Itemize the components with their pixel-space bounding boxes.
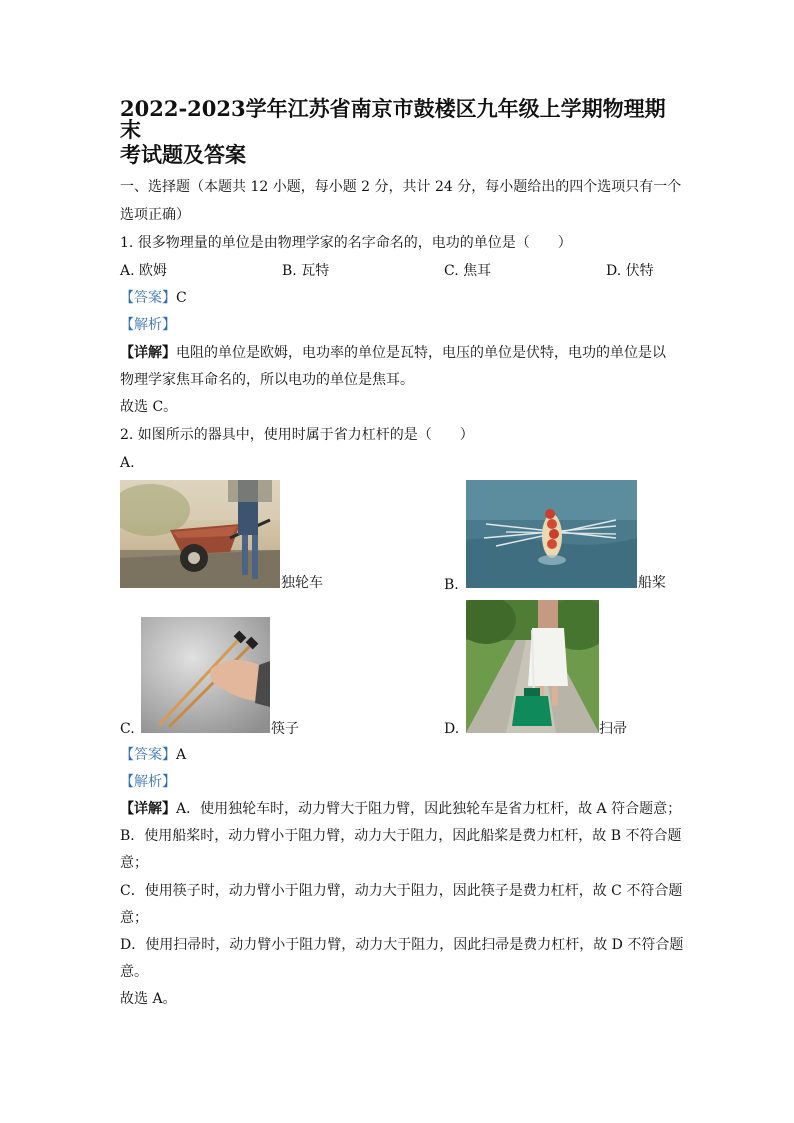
q2-answer-tag: 【答案】 bbox=[120, 747, 176, 763]
q1-analysis-tag: 【解析】 bbox=[120, 317, 176, 333]
q2-answer-line bbox=[120, 748, 186, 762]
q2-detail-line5: 意； bbox=[120, 910, 148, 926]
q2-analysis-tag: 【解析】 bbox=[120, 774, 176, 790]
q2-detail-line6: D．使用扫帚时，动力臂小于阻力臂，动力大于阻力，因此扫帚是费力杠杆，故 D 不符合题 bbox=[120, 937, 684, 953]
q1-detail-line1 bbox=[120, 346, 666, 360]
section-heading-line2: 选项正确） bbox=[120, 207, 190, 223]
q1-answer-line bbox=[120, 291, 187, 305]
q1-option-b: B. 瓦特 bbox=[282, 263, 330, 279]
q2-option-c-letter: C. bbox=[120, 721, 135, 737]
q2-answer-value: A bbox=[176, 747, 187, 763]
q1-option-a: A. 欧姆 bbox=[120, 263, 168, 279]
q2-detail-tag: 【详解】 bbox=[120, 801, 176, 817]
q2-option-b-letter: B. bbox=[444, 577, 459, 593]
q2-detail-line1 bbox=[120, 802, 681, 816]
chopsticks-image bbox=[141, 617, 270, 733]
wheelbarrow-image bbox=[120, 480, 280, 588]
q1-answer-value: C bbox=[176, 290, 187, 306]
rowing-boat-image bbox=[466, 480, 637, 588]
q2-option-d-caption: 扫帚 bbox=[599, 721, 627, 737]
q1-stem: 1. 很多物理量的单位是由物理学家的名字命名的，电功的单位是（ ） bbox=[120, 235, 572, 251]
q2-detail-line2: B．使用船桨时，动力臂小于阻力臂，动力大于阻力，因此船桨是费力杠杆，故 B 不符合题 bbox=[120, 828, 682, 844]
q1-option-c: C. 焦耳 bbox=[444, 263, 492, 279]
q2-detail-line7: 意。 bbox=[120, 964, 148, 980]
q1-detail-text: 电阻的单位是欧姆，电功率的单位是瓦特，电压的单位是伏特，电功的单位是以 bbox=[176, 345, 666, 361]
q1-conclusion: 故选 C。 bbox=[120, 399, 178, 415]
q2-option-d-letter: D. bbox=[444, 721, 460, 737]
section-heading-line1: 一、选择题（本题共 12 小题，每小题 2 分，共计 24 分，每小题给出的四个选项只有一个 bbox=[120, 179, 682, 195]
q1-answer-tag: 【答案】 bbox=[120, 290, 176, 306]
q2-detail-line4: C．使用筷子时，动力臂小于阻力臂，动力大于阻力，因此筷子是费力杠杆，故 C 不符合题 bbox=[120, 883, 683, 899]
q2-detail-text: A．使用独轮车时，动力臂大于阻力臂，因此独轮车是省力杠杆，故 A 符合题意； bbox=[176, 801, 682, 817]
q2-option-c-caption: 筷子 bbox=[271, 721, 299, 737]
q2-option-b-caption: 船桨 bbox=[638, 575, 666, 591]
q2-option-a-caption: 独轮车 bbox=[281, 575, 323, 591]
broom-image bbox=[466, 600, 599, 733]
q2-conclusion: 故选 A。 bbox=[120, 991, 177, 1007]
q1-detail-line2: 物理学家焦耳命名的，所以电功的单位是焦耳。 bbox=[120, 372, 414, 388]
q1-option-d: D. 伏特 bbox=[606, 263, 654, 279]
doc-title-line1: 2022-2023学年江苏省南京市鼓楼区九年级上学期物理期末 bbox=[120, 96, 666, 142]
q1-detail-tag: 【详解】 bbox=[120, 345, 176, 361]
q2-option-a-letter: A. bbox=[120, 455, 135, 471]
q2-stem: 2. 如图所示的器具中，使用时属于省力杠杆的是（ ） bbox=[120, 427, 474, 443]
q2-detail-line3: 意； bbox=[120, 855, 148, 871]
doc-title-line2: 考试题及答案 bbox=[120, 142, 246, 167]
